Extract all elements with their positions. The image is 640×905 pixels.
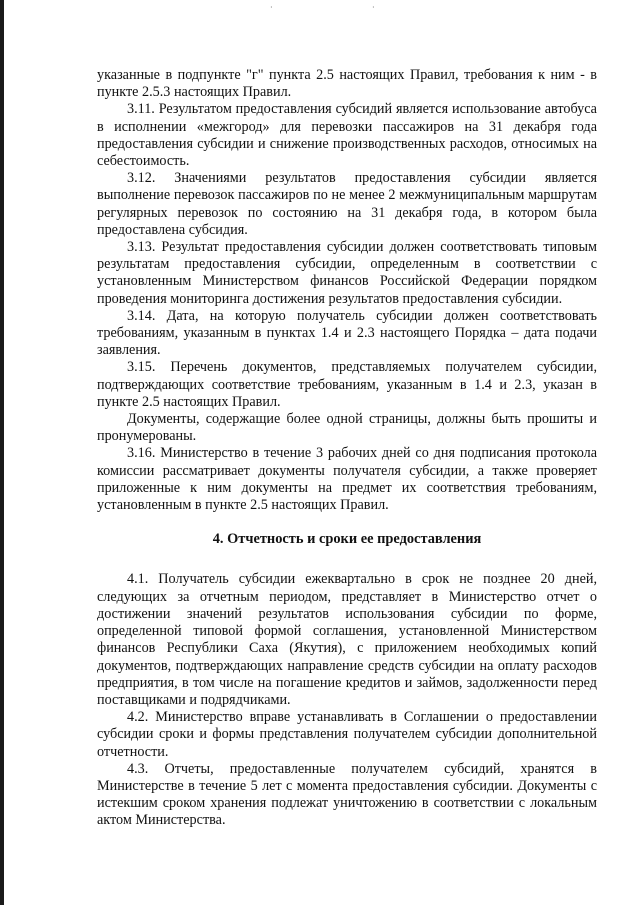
paragraph-continuation: указанные в подпункте "г" пункта 2.5 настоящих Правил, требования к ним - в пункте 2.5.3 настоящих Правил. xyxy=(97,67,597,101)
paragraph-3-14: 3.14. Дата, на которую получатель субсидии должен соответствовать требованиям, указанным в пунктах 1.4 и 2.3 настоящего Порядка – дата подачи заявления. xyxy=(97,307,597,359)
paragraph-3-16: 3.16. Министерство в течение 3 рабочих дней со дня подписания протокола комиссии рассматривает документы получателя субсидии, а также проверяет приложенные к ним документы на предмет их соответствия требованиям, установленным в пункте 2.5 настоящих Правил. xyxy=(97,445,597,514)
paragraph-3-13: 3.13. Результат предоставления субсидии должен соответствовать типовым результатам предоставления субсидии, определенным в соответствии с установленным Министерством финансов Российской Федерации порядком проведения мониторинга достижения результатов предоставления субсидии. xyxy=(97,239,597,307)
paragraph-3-11: 3.11. Результатом предоставления субсидий является использование автобуса в исполнении «межгород» для перевозки пассажиров на 31 декабря года предоставления субсидии и снижение производственных расходов, относимых на себестоимость. xyxy=(97,101,597,170)
paragraph-4-2: 4.2. Министерство вправе устанавливать в Соглашении о предоставлении субсидии сроки и формы представления получателем субсидии дополнительной отчетности. xyxy=(97,709,597,760)
paragraph-4-3: 4.3. Отчеты, предоставленные получателем субсидий, хранятся в Министерстве в течение 5 лет с момента предоставления субсидии. Документы с истекшим сроком хранения подлежат уничтожению в соответствии с локальным актом Министерства. xyxy=(97,760,597,829)
scan-dot: · xyxy=(270,3,273,12)
section-heading: 4. Отчетность и сроки ее предоставления xyxy=(212,531,482,548)
document-body xyxy=(97,67,597,830)
paragraph-3-12: 3.12. Значениями результатов предоставления субсидии является выполнение перевозок пассажиров по не менее 2 межмуниципальным маршрутам регулярных перевозок по состоянию на 31 декабря года, в котором была предоставлена субсидия. xyxy=(97,170,597,238)
paragraph-4-1: 4.1. Получатель субсидии ежеквартально в срок не позднее 20 дней, следующих за отчетным периодом, представляет в Министерство отчет о достижении значений результатов использования субсидии по форме, определенной типовой формой соглашения, установленной Министерством финансов Республики Саха (Якутия), с приложением необходимых копий документов, подтверждающих направление средств субсидии на оплату расходов предприятия, в том числе на погашение кредитов и займов, задолженности перед поставщиками и подрядчиками. xyxy=(97,571,597,708)
scan-dot: · xyxy=(372,3,375,12)
paragraph-3-15: 3.15. Перечень документов, представляемых получателем субсидии, подтверждающих соответствие требованиям, указанным в 1.4 и 2.3, указан в пункте 2.5 настоящих Правил. xyxy=(97,359,597,410)
paragraph-documents-note: Документы, содержащие более одной страницы, должны быть прошиты и пронумерованы. xyxy=(97,411,597,445)
scan-border xyxy=(0,0,4,905)
